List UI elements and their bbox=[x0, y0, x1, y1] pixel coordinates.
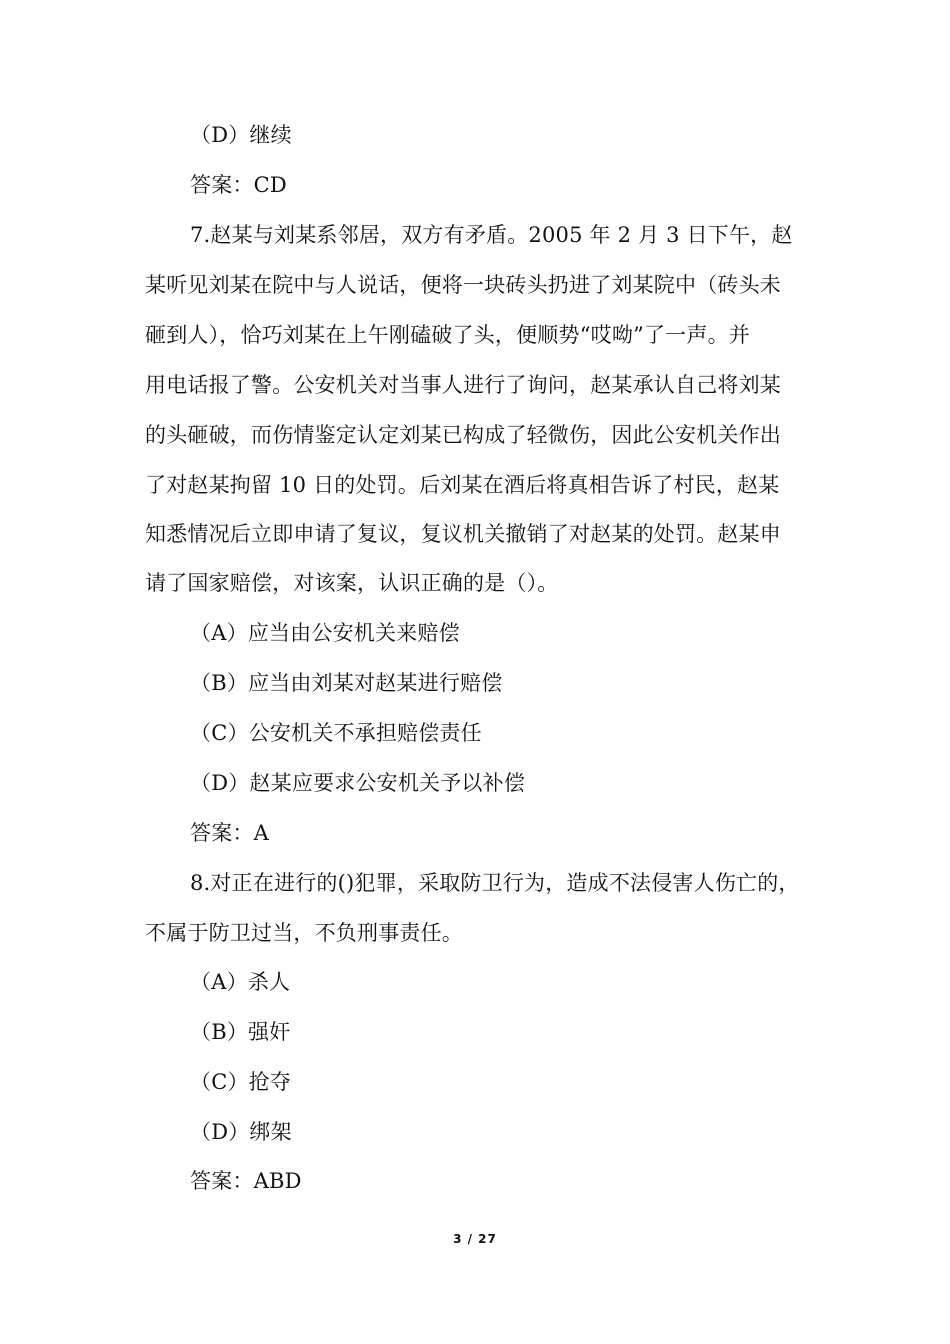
q7-answer: 答案：A bbox=[190, 821, 269, 845]
q7-option-a: （A）应当由公安机关来赔偿 bbox=[190, 621, 460, 645]
q7-question-line-8: 请了国家赔偿，对该案，认识正确的是（）。 bbox=[145, 571, 559, 595]
q7-question-line-2: 某听见刘某在院中与人说话，便将一块砖头扔进了刘某院中（砖头未 bbox=[145, 273, 781, 297]
q8-option-a: （A）杀人 bbox=[190, 970, 291, 994]
page-number: 3 / 27 bbox=[453, 1232, 497, 1246]
q7-question-line-5: 的头砸破，而伤情鉴定认定刘某已构成了轻微伤，因此公安机关作出 bbox=[145, 423, 781, 447]
q7-question-line-6: 了对赵某拘留 10 日的处罚。后刘某在酒后将真相告诉了村民，赵某 bbox=[145, 473, 780, 497]
q7-option-c: （C）公安机关不承担赔偿责任 bbox=[190, 721, 482, 745]
q7-question-line-7: 知悉情况后立即申请了复议，复议机关撤销了对赵某的处罚。赵某申 bbox=[145, 522, 781, 546]
q7-question-line-3: 砸到人），恰巧刘某在上午刚磕破了头，便顺势“哎呦”了一声。并 bbox=[145, 323, 750, 347]
q8-question-line-2: 不属于防卫过当，不负刑事责任。 bbox=[145, 921, 463, 945]
q8-question-line-1: 8.对正在进行的()犯罪，采取防卫行为，造成不法侵害人伤亡的， bbox=[190, 871, 800, 895]
q7-option-b: （B）应当由刘某对赵某进行赔偿 bbox=[190, 671, 503, 695]
q8-option-b: （B）强奸 bbox=[190, 1020, 291, 1044]
q8-answer: 答案：ABD bbox=[190, 1169, 302, 1193]
q7-option-d: （D）赵某应要求公安机关予以补偿 bbox=[190, 771, 526, 795]
q6-answer: 答案：CD bbox=[190, 173, 287, 197]
q7-question-line-4: 用电话报了警。公安机关对当事人进行了询问，赵某承认自己将刘某 bbox=[145, 373, 781, 397]
q8-option-d: （D）绑架 bbox=[190, 1120, 292, 1144]
q8-option-c: （C）抢夺 bbox=[190, 1070, 292, 1094]
q6-option-d: （D）继续 bbox=[190, 123, 292, 147]
q7-question-line-1: 7.赵某与刘某系邻居，双方有矛盾。2005 年 2 月 3 日下午，赵 bbox=[190, 223, 793, 247]
